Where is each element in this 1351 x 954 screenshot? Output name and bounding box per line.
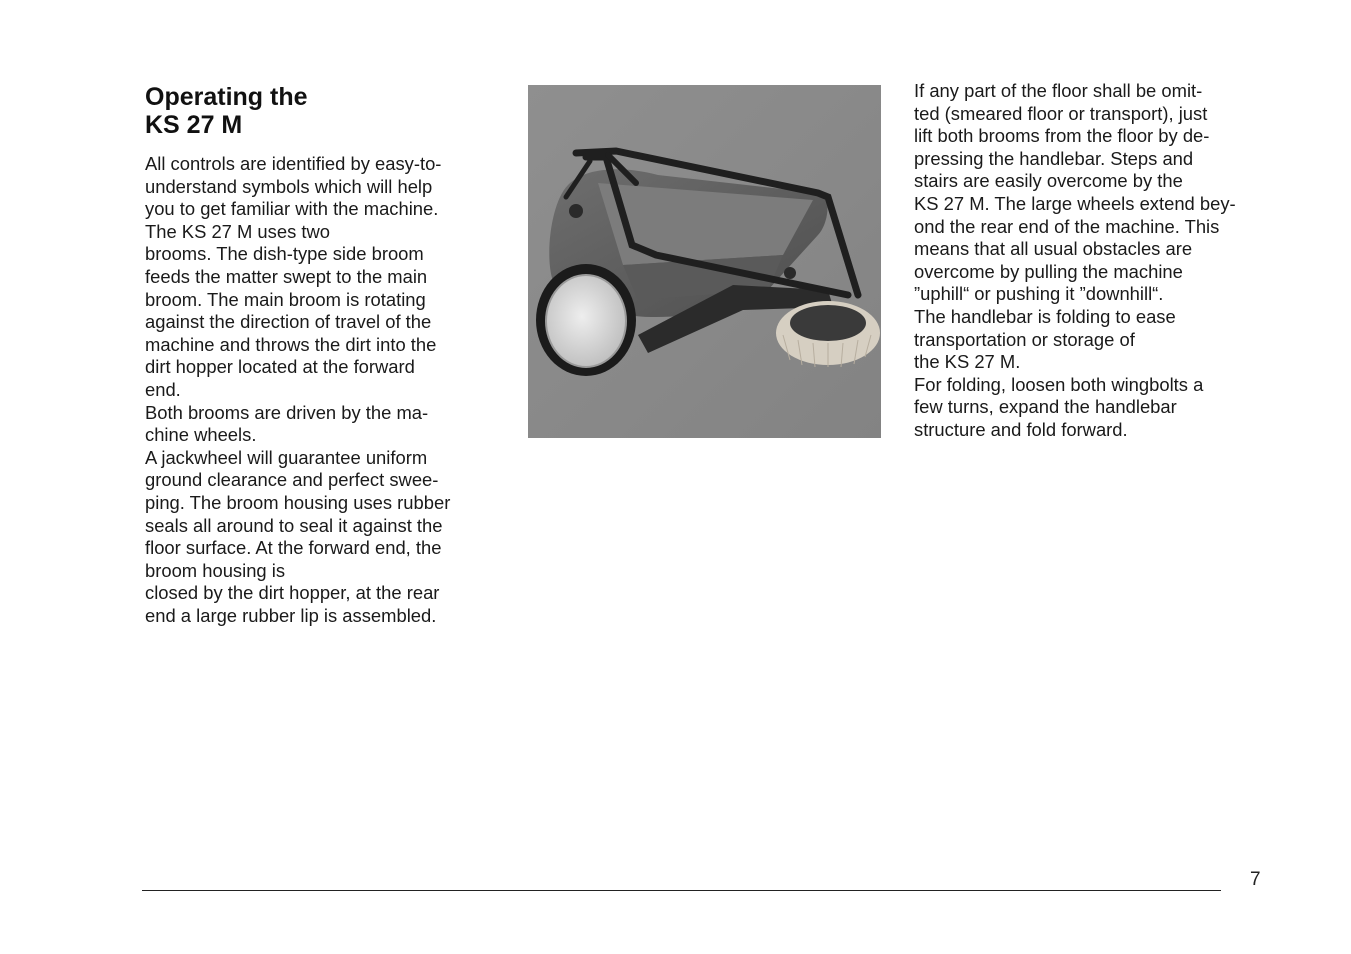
left-column-line: broom housing is xyxy=(145,559,286,581)
left-column-line: All controls are identified by easy-to- xyxy=(145,153,442,174)
right-column-line: the KS 27 M. xyxy=(914,351,1021,373)
left-column-line: against the direction of travel of the xyxy=(145,311,432,333)
left-column-line: ping. The broom housing uses rubber xyxy=(145,491,451,513)
right-column-line: If any part of the floor shall be omit- xyxy=(914,80,1203,101)
left-column-text xyxy=(145,153,495,627)
right-column-line: ted (smeared floor or transport), just xyxy=(914,102,1208,124)
right-column-line: pressing the handlebar. Steps and xyxy=(914,147,1194,169)
right-column-line: KS 27 M. The large wheels extend bey- xyxy=(914,192,1236,214)
right-column-line: structure and fold forward. xyxy=(914,418,1128,440)
left-column-line: end. xyxy=(145,378,181,400)
right-column-line: lift both brooms from the floor by de- xyxy=(914,125,1210,147)
right-column-line: ”uphill“ or pushing it ”downhill“. xyxy=(914,283,1164,305)
left-column-line: floor surface. At the forward end, the xyxy=(145,537,442,559)
right-column-line: The handlebar is folding to ease xyxy=(914,305,1176,327)
left-column-line: seals all around to seal it against the xyxy=(145,514,443,536)
left-column-line: brooms. The dish-type side broom xyxy=(145,243,424,265)
left-column-line: chine wheels. xyxy=(145,424,257,446)
page-title xyxy=(145,83,495,139)
left-column-line: The KS 27 M uses two xyxy=(145,220,331,242)
right-column-line: overcome by pulling the machine xyxy=(914,260,1183,282)
left-column-line: end a large rubber lip is assembled. xyxy=(145,604,437,626)
footer-rule xyxy=(142,890,1221,891)
left-column-line: understand symbols which will help xyxy=(145,175,433,197)
left-column-line: broom. The main broom is rotating xyxy=(145,288,426,310)
sweeper-photo xyxy=(528,85,881,438)
right-column-line: ond the rear end of the machine. This xyxy=(914,215,1220,237)
left-column-line: feeds the matter swept to the main xyxy=(145,265,428,287)
right-column-line: means that all usual obstacles are xyxy=(914,238,1193,260)
left-column-line: closed by the dirt hopper, at the rear xyxy=(145,582,440,604)
page-number: 7 xyxy=(1250,869,1261,890)
right-column-text xyxy=(914,80,1284,442)
left-column-line: you to get familiar with the machine. xyxy=(145,198,439,220)
right-column-line: stairs are easily overcome by the xyxy=(914,170,1183,192)
left-column-line: ground clearance and perfect swee- xyxy=(145,469,439,491)
page-title-line-2: KS 27 M xyxy=(145,111,243,139)
left-column-line: machine and throws the dirt into the xyxy=(145,333,437,355)
left-column-line: A jackwheel will guarantee uniform xyxy=(145,446,428,468)
right-column-line: transportation or storage of xyxy=(914,328,1135,350)
left-column-line: dirt hopper located at the forward xyxy=(145,356,415,378)
left-column-line: Both brooms are driven by the ma- xyxy=(145,401,429,423)
page-title-line-1: Operating the xyxy=(145,83,308,111)
right-column-line: For folding, loosen both wingbolts a xyxy=(914,373,1204,395)
right-column-line: few turns, expand the handlebar xyxy=(914,396,1177,418)
sweeper-illustration xyxy=(528,85,881,438)
